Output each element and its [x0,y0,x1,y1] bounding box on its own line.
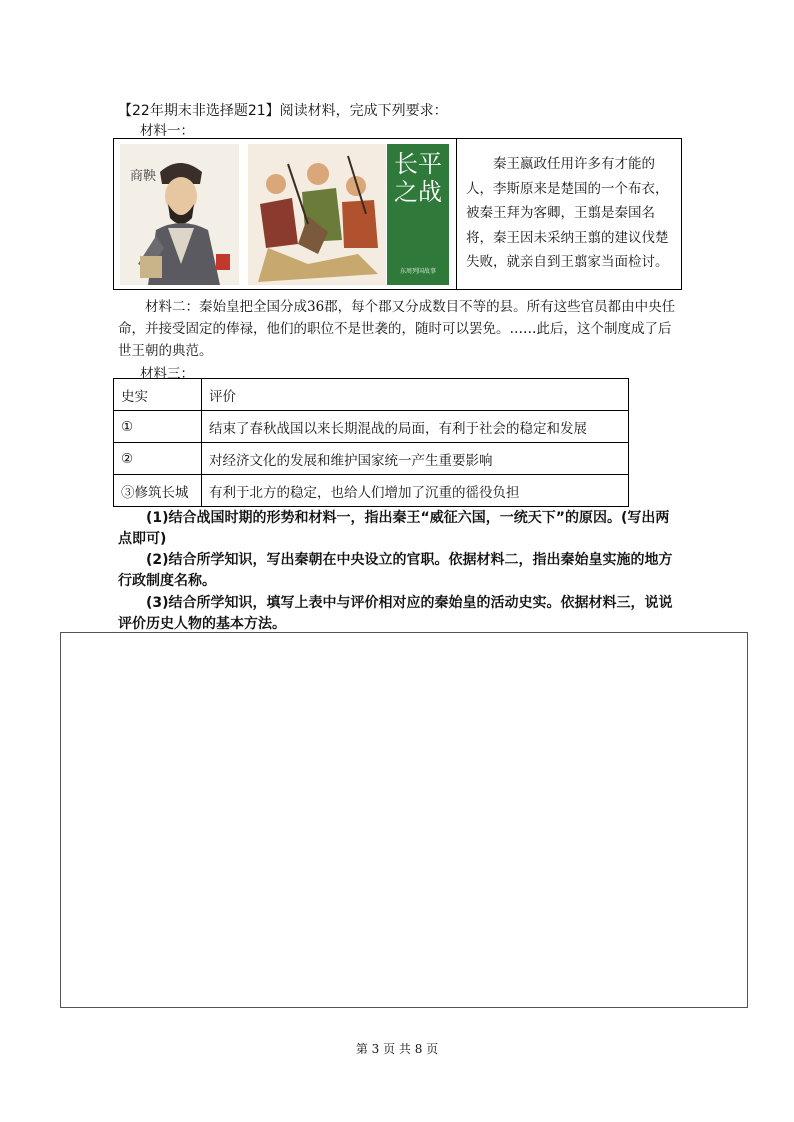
question-2: (2)结合所学知识，写出秦朝在中央设立的官职。依据材料二，指出秦始皇实施的地方行政制度名称。 [118,552,673,589]
page-footer: 第 3 页 共 8 页 [355,1042,439,1056]
question-heading [118,100,448,120]
table-cell-evaluation: 结束了春秋战国以来长期混战的局面，有利于社会的稳定和发展 [202,411,629,443]
table-cell-fact: ① [114,411,202,443]
cover-title: 长平之战 [394,150,442,206]
material1-divider [456,138,457,290]
table-row [114,475,629,507]
book-cover [387,144,449,285]
question-1: (1)结合战国时期的形势和材料一，指出秦王“威征六国，一统天下”的原因。(写出两点即可) [118,510,670,547]
cover-subtitle: 东周列国故事 [399,268,436,275]
material1-label: 材料一： [140,123,194,139]
table-cell-evaluation: 有利于北方的稳定，也给人们增加了沉重的徭役负担 [202,475,629,507]
evaluation-table [113,378,629,507]
battle-image [248,144,386,285]
portrait-image [120,144,239,285]
battle-illustration [248,144,386,285]
material1-text: 秦王嬴政任用许多有才能的人，李斯原来是楚国的一个布衣，被秦王拜为客卿，王翦是秦国名将，秦王因未采纳王翦的建议伐楚失败，就亲自到王翦家当面检讨。 [466,156,669,270]
question-instruction: 阅读材料，完成下列要求： [279,103,448,119]
portrait-illustration [120,144,239,285]
table-header-fact: 史实 [114,379,202,411]
question-tag: 【22年期末非选择题21】 [118,103,280,119]
table-cell-fact: ② [114,443,202,475]
table-header-evaluation: 评价 [202,379,629,411]
answer-area[interactable] [60,632,748,1008]
material3-label: 材料三： [140,366,194,382]
table-row [114,411,629,443]
table-header-row [114,379,629,411]
table-row [114,443,629,475]
question-3: (3)结合所学知识，填写上表中与评价相对应的秦始皇的活动史实。依据材料三，说说评价历史人物的基本方法。 [118,595,673,632]
table-cell-evaluation: 对经济文化的发展和维护国家统一产生重要影响 [202,443,629,475]
table-cell-fact: ③修筑长城 [114,475,202,507]
portrait-caption: 商鞅 [130,169,157,184]
material2-text: 材料二：秦始皇把全国分成36郡，每个郡又分成数目不等的县。所有这些官员都由中央任命，并接受固定的俸禄，他们的职位不是世袭的，随时可以罢免。……此后，这个制度成了后世王朝的典范。 [118,299,676,359]
